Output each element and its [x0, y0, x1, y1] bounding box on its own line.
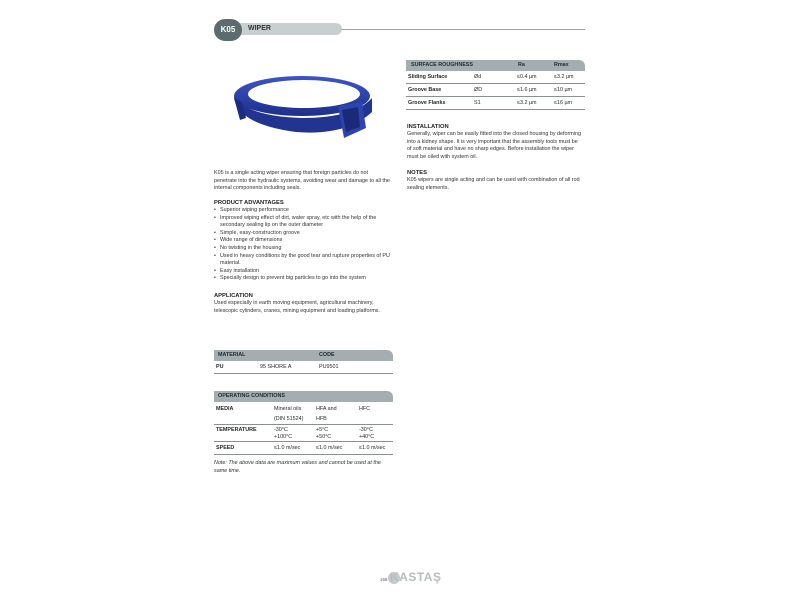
- operating-conditions-table: [214, 391, 393, 455]
- notes-text: K05 wipers are single acting and can be used with combination of all rod sealing elements.: [407, 177, 580, 191]
- list-item: • Wide range of dimensions: [214, 237, 392, 245]
- table-row: [214, 425, 393, 442]
- list-item: • Used in heavy conditions by the good tear and rupture properties of PU material.: [214, 253, 392, 268]
- cell-value: (DIN 51524): [274, 416, 304, 422]
- cell-value: ≤10 µm: [554, 87, 573, 93]
- list-item: • Superior wiping performance: [214, 207, 392, 215]
- cell-value: -30°C: [359, 427, 373, 433]
- row-label: Groove Flanks: [408, 100, 446, 106]
- list-item: • No twisting in the housing: [214, 245, 392, 253]
- hardness-value: 95 SHORE A: [260, 364, 292, 370]
- cell-value: Mineral oils: [274, 406, 302, 412]
- cell-value: ØD: [474, 87, 483, 93]
- product-advantages-heading: PRODUCT ADVANTAGES: [214, 200, 284, 206]
- material-table-header: [214, 350, 393, 361]
- row-label: TEMPERATURE: [216, 427, 257, 433]
- installation-text: Generally, wiper can be easily fitted into the closed housing by deforming into a kidney shape. It is very important that the assembly tools must be of soft material and have no sharp edges. Before installation the wiper must be oiled with system oil.: [407, 131, 581, 160]
- material-table: [214, 350, 393, 374]
- table-row: [406, 97, 585, 110]
- row-label: Sliding Surface: [408, 74, 448, 80]
- application-heading: APPLICATION: [214, 293, 253, 299]
- cell-value: +50°C: [316, 434, 332, 440]
- row-label: MEDIA: [216, 406, 234, 412]
- installation-heading: INSTALLATION: [407, 124, 449, 130]
- page-title: WIPER: [248, 25, 271, 32]
- surface-roughness-heading: SURFACE ROUGHNESS: [411, 62, 473, 68]
- cell-value: +100°C: [274, 434, 293, 440]
- intro-text: K05 is a single acting wiper ensuring that foreign particles do not penetrate into the hydraulic systems, avoiding wear and damage to all the internal components including seals.: [214, 170, 390, 192]
- list-item: • Specially design to prevent big particles to go into the system: [214, 275, 392, 283]
- cell-value: ≤3.2 µm: [554, 74, 574, 80]
- operating-conditions-heading: OPERATING CONDITIONS: [218, 393, 285, 399]
- cell-value: ≤16 µm: [554, 100, 573, 106]
- list-item: • Easy installation: [214, 268, 392, 276]
- wiper-seal-image: [226, 72, 374, 144]
- cell-value: +40°C: [359, 434, 375, 440]
- ra-header: Ra: [518, 62, 525, 68]
- cell-value: S1: [474, 100, 481, 106]
- table-row: [214, 361, 393, 374]
- code-header: CODE: [319, 352, 335, 358]
- material-value: PU: [216, 364, 224, 370]
- cell-value: ≤1.0 m/sec: [359, 445, 386, 451]
- table-row: [214, 402, 393, 425]
- cell-value: Ød: [474, 74, 482, 80]
- cell-value: +5°C: [316, 427, 329, 433]
- cell-value: ≤1.6 µm: [517, 87, 537, 93]
- note-text: Note: The above data are maximum values and cannot be used at the same time.: [214, 460, 381, 474]
- cell-value: HFA and: [316, 406, 337, 412]
- page-number: 156: [380, 577, 388, 582]
- table-row: [406, 71, 585, 84]
- row-label: SPEED: [216, 445, 235, 451]
- cell-value: ≤1.0 m/sec: [274, 445, 301, 451]
- brand-logo: KASTAŞ: [390, 570, 442, 584]
- surface-roughness-table: [406, 60, 585, 110]
- cell-value: ≤0.4 µm: [517, 74, 537, 80]
- cell-value: HFC: [359, 406, 371, 412]
- rmax-header: Rmax: [554, 62, 569, 68]
- application-text: Used especially in earth moving equipment, agricultural machinery, telescopic cylinders, cranes, mining equipment and loading platforms.: [214, 300, 380, 314]
- cell-value: HFB: [316, 416, 327, 422]
- product-advantages-list: [214, 207, 392, 283]
- code-value: PU9501: [319, 364, 339, 370]
- notes-heading: NOTES: [407, 170, 427, 176]
- cell-value: ≤3.2 µm: [517, 100, 537, 106]
- cell-value: -30°C: [274, 427, 288, 433]
- material-header: MATERIAL: [218, 352, 246, 358]
- table-row: [406, 84, 585, 97]
- operating-conditions-header: [214, 391, 393, 402]
- list-item: • Simple, easy-construction groove: [214, 230, 392, 238]
- surface-roughness-header: [406, 60, 585, 71]
- list-item: • Improved wiping effect of dirt, water spray, etc with the help of the secondary sealing lip on the outer diameter: [214, 215, 392, 230]
- product-code-badge: K05: [214, 19, 242, 41]
- row-label: Groove Base: [408, 87, 442, 93]
- table-row: [214, 442, 393, 455]
- cell-value: ≤1.0 m/sec: [316, 445, 343, 451]
